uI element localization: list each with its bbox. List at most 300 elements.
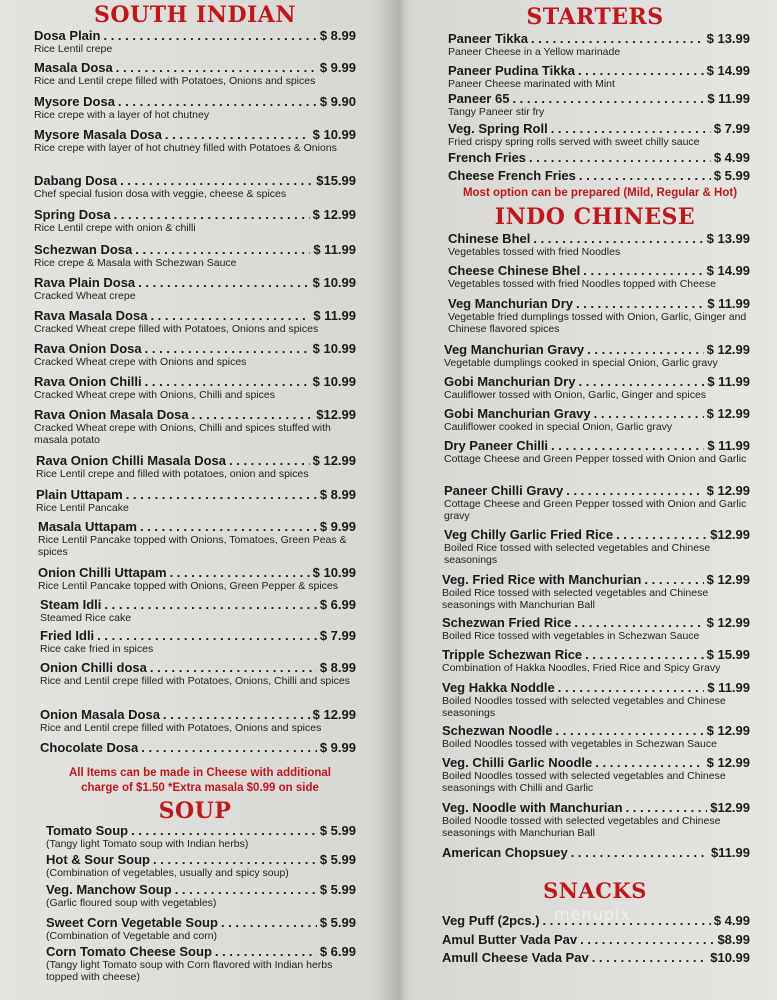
menu-item-row: [46, 823, 356, 838]
menu-item: [40, 707, 356, 734]
menu-item-row: [448, 263, 750, 278]
menu-item-price: $ 6.99: [319, 597, 356, 612]
menu-item-price: $ 5.99: [319, 915, 356, 930]
menu-item-price: $ 9.90: [319, 94, 356, 109]
menu-item-row: [442, 845, 750, 860]
dot-leader: [126, 487, 317, 502]
menu-item-row: [444, 342, 750, 357]
dot-leader: [118, 94, 317, 109]
menu-item-price: $ 12.99: [706, 406, 750, 421]
dot-leader: [512, 91, 704, 106]
menu-item-name: American Chopsuey: [442, 845, 568, 860]
indo-chinese-heading: INDO CHINESE: [494, 204, 696, 230]
menu-item-description: Rice Lentil Pancake topped with Onions, Green Pepper & spices: [38, 580, 339, 592]
menu-item-row: [34, 28, 356, 43]
menu-item-name: Rava Onion Chilli Masala Dosa: [36, 453, 226, 468]
menu-item: [34, 308, 356, 335]
menu-item-description: Boiled Noodles tossed with vegetables in Schezwan Sauce: [442, 738, 717, 750]
dot-leader: [145, 374, 310, 389]
dot-leader: [578, 374, 704, 389]
dot-leader: [104, 597, 316, 612]
dot-leader: [120, 173, 313, 188]
menu-item-name: Amull Cheese Vada Pav: [442, 950, 589, 965]
menu-item-name: Paneer Chilli Gravy: [444, 483, 564, 498]
menu-item-name: Masala Uttapam: [38, 519, 137, 534]
cheese-note: [44, 766, 356, 796]
cheese-note-line-1: All Items can be made in Cheese with additional: [68, 767, 331, 779]
dot-leader: [574, 615, 703, 630]
dot-leader: [644, 572, 703, 587]
menu-item-name: Corn Tomato Cheese Soup: [46, 944, 212, 959]
menu-item-price: $ 11.99: [313, 242, 356, 257]
menu-item-row: [442, 572, 750, 587]
menu-item-price: $ 11.99: [707, 296, 750, 311]
dot-leader: [103, 28, 316, 43]
menu-item-description: Boiled Rice tossed with selected vegetables and Chinese seasonings: [444, 542, 711, 566]
menu-item-description: Boiled Rice tossed with selected vegetables and Chinese seasonings with Manchurian Ball: [442, 587, 709, 611]
menu-item: [448, 91, 750, 118]
menu-item: [448, 31, 750, 58]
menu-item-description: (Garlic floured soup with vegetables): [46, 897, 217, 909]
menu-item: [46, 852, 356, 879]
menu-item-price: $ 9.99: [319, 60, 356, 75]
menu-item-price: $ 8.99: [319, 660, 356, 675]
menu-item-row: [444, 483, 750, 498]
menu-item-row: [34, 275, 356, 290]
menu-item-row: [442, 615, 750, 630]
menu-item-name: Mysore Dosa: [34, 94, 115, 109]
menu-item-price: $ 9.99: [319, 740, 356, 755]
menu-item: [442, 950, 750, 965]
menu-item-name: Dabang Dosa: [34, 173, 118, 188]
menu-item-row: [34, 242, 356, 257]
dot-leader: [150, 660, 317, 675]
menu-item-name: Hot & Sour Soup: [46, 852, 150, 867]
menu-item-price: $ 14.99: [706, 63, 750, 78]
menu-item-name: Spring Dosa: [34, 207, 111, 222]
menu-item-price: $ 12.99: [706, 342, 750, 357]
dot-leader: [529, 150, 711, 165]
menu-item-description: Cracked Wheat crepe: [34, 290, 136, 302]
menu-item-description: Rice cake fried in spices: [40, 643, 154, 655]
menu-item-price: $ 10.99: [312, 275, 356, 290]
menu-item-description: Cottage Cheese and Green Pepper tossed with Onion and Garlic: [444, 453, 747, 465]
menu-item-name: Paneer Tikka: [448, 31, 528, 46]
menu-item-price: $ 8.99: [319, 28, 356, 43]
menu-item-description: Boiled Noodles tossed with selected vegetables and Chinese seasonings: [442, 695, 726, 719]
menu-item-price: $ 10.99: [312, 374, 356, 389]
menu-item: [46, 823, 356, 850]
menu-item-name: Plain Uttapam: [36, 487, 123, 502]
dot-leader: [571, 845, 708, 860]
menu-item: [40, 628, 356, 655]
menu-item: [34, 127, 356, 154]
menu-item: [34, 242, 356, 269]
dot-leader: [594, 406, 704, 421]
menu-item-price: $ 4.99: [713, 150, 750, 165]
menu-item-price: $ 7.99: [319, 628, 356, 643]
menu-item: [442, 615, 750, 642]
menu-item-name: Veg Puff (2pcs.): [442, 913, 540, 928]
menu-item-price: $ 10.99: [312, 565, 356, 580]
dot-leader: [145, 341, 310, 356]
dot-leader: [551, 438, 704, 453]
menu-item-row: [444, 406, 750, 421]
menu-item-name: Rava Onion Masala Dosa: [34, 407, 189, 422]
dot-leader: [141, 740, 317, 755]
dot-leader: [163, 707, 310, 722]
menu-item-row: [34, 60, 356, 75]
menu-item: [448, 121, 750, 148]
dot-leader: [566, 483, 703, 498]
menu-item-price: $ 15.99: [706, 647, 750, 662]
dot-leader: [192, 407, 314, 422]
menu-item-row: [40, 628, 356, 643]
dot-leader: [175, 882, 317, 897]
menu-item-row: [38, 565, 356, 580]
menu-item-name: Veg. Spring Roll: [448, 121, 548, 136]
menu-item-name: Veg Chilly Garlic Fried Rice: [444, 527, 614, 542]
menu-item: [36, 487, 356, 514]
menu-item-price: $ 11.99: [313, 308, 356, 323]
menu-item-price: $ 10.99: [312, 127, 356, 142]
menu-item-name: Schezwan Fried Rice: [442, 615, 572, 630]
menu-item-description: Combination of Hakka Noodles, Fried Rice and Spicy Gravy: [442, 662, 721, 674]
menu-item-price: $ 8.99: [319, 487, 356, 502]
menu-item-row: [444, 374, 750, 389]
menu-item-name: Veg. Fried Rice with Manchurian: [442, 572, 642, 587]
menu-item-description: Cracked Wheat crepe with Onions, Chilli and spices: [34, 389, 276, 401]
menu-item-name: Veg Manchurian Gravy: [444, 342, 585, 357]
menu-item-price: $ 6.99: [319, 944, 356, 959]
dot-leader: [131, 823, 317, 838]
menu-item: [34, 94, 356, 121]
south-indian-heading: SOUTH INDIAN: [93, 2, 296, 28]
menu-item: [442, 800, 750, 839]
menu-item-name: Onion Chilli Uttapam: [38, 565, 167, 580]
starters-heading: STARTERS: [526, 4, 664, 30]
menu-item-name: Tomato Soup: [46, 823, 129, 838]
menu-item-price: $12.99: [710, 527, 750, 542]
menu-item-name: Dry Paneer Chilli: [444, 438, 549, 453]
menu-item-name: Paneer Pudina Tikka: [448, 63, 575, 78]
dot-leader: [170, 565, 310, 580]
menu-item-description: Cracked Wheat crepe with Onions and spices: [34, 356, 247, 368]
menu-item-row: [448, 91, 750, 106]
menu-item: [40, 597, 356, 624]
menu-item: [34, 28, 356, 55]
menu-item-name: Veg. Chilli Garlic Noodle: [442, 755, 593, 770]
menu-item-description: Rice and Lentil crepe filled with Potatoes, Onions and spices: [40, 722, 322, 734]
dot-leader: [140, 519, 317, 534]
menu-item-name: Sweet Corn Vegetable Soup: [46, 915, 218, 930]
watermark: menupix: [554, 905, 631, 924]
menu-item-name: Masala Dosa: [34, 60, 113, 75]
menu-item-description: (Tangy light Tomato soup with Corn flavored with Indian herbs topped with cheese): [46, 959, 333, 983]
menu-item-name: Schezwan Dosa: [34, 242, 133, 257]
menu-item-name: Chinese Bhel: [448, 231, 531, 246]
menu-item-description: Rice crepe with a layer of hot chutney: [34, 109, 210, 121]
soup-heading: SOUP: [158, 798, 232, 824]
menu-item-description: Cottage Cheese and Green Pepper tossed with Onion and Garlic gravy: [444, 498, 747, 522]
dot-leader: [576, 296, 704, 311]
menu-item: [448, 150, 750, 165]
menu-item: [40, 660, 356, 687]
menu-item-description: Rice Lentil crepe with onion & chilli: [34, 222, 196, 234]
dot-leader: [138, 275, 309, 290]
menu-item-name: Onion Chilli dosa: [40, 660, 147, 675]
menu-item-description: (Tangy light Tomato soup with Indian herbs): [46, 838, 249, 850]
menu-item: [36, 453, 356, 480]
menu-item-price: $ 12.99: [312, 453, 356, 468]
menu-item-price: $ 12.99: [706, 615, 750, 630]
menu-item: [442, 723, 750, 750]
menu-item-description: Vegetables tossed with fried Noodles topped with Cheese: [448, 278, 716, 290]
menu-item-name: Veg. Noodle with Manchurian: [442, 800, 623, 815]
dot-leader: [626, 800, 708, 815]
menu-item-row: [34, 407, 356, 422]
menu-item-row: [448, 31, 750, 46]
menu-item-name: Rava Onion Dosa: [34, 341, 142, 356]
dot-leader: [97, 628, 317, 643]
menu-item-description: Vegetables tossed with fried Noodles: [448, 246, 621, 258]
menu-item-price: $ 5.99: [319, 852, 356, 867]
menu-item-price: $8.99: [717, 932, 750, 947]
dot-leader: [592, 950, 708, 965]
menu-item-row: [442, 950, 750, 965]
menu-item: [442, 680, 750, 719]
menu-item-description: Fried crispy spring rolls served with sweet chilly sauce: [448, 136, 700, 148]
menu-item-name: Chocolate Dosa: [40, 740, 139, 755]
menu-item-price: $12.99: [316, 407, 356, 422]
dot-leader: [531, 31, 704, 46]
menu-item: [442, 932, 750, 947]
menu-item-row: [442, 647, 750, 662]
dot-leader: [578, 63, 704, 78]
menu-item-name: Cheese Chinese Bhel: [448, 263, 581, 278]
dot-leader: [616, 527, 707, 542]
dot-leader: [558, 680, 705, 695]
menu-item: [442, 572, 750, 611]
menu-item-description: Rice and Lentil crepe filled with Potatoes, Onions and spices: [34, 75, 316, 87]
menu-item-description: Cracked Wheat crepe filled with Potatoes, Onions and spices: [34, 323, 319, 335]
menu-item-description: Vegetable dumplings cooked in special Onion, Garlic gravy: [444, 357, 718, 369]
menu-item: [442, 845, 750, 860]
menu-item: [448, 263, 750, 290]
dot-leader: [114, 207, 310, 222]
menu-item-price: $ 12.99: [312, 207, 356, 222]
menu-item: [444, 342, 750, 369]
menu-item-name: Paneer 65: [448, 91, 510, 106]
menu-item-description: Paneer Cheese marinated with Mint: [448, 78, 615, 90]
menu-item-row: [448, 150, 750, 165]
menu-item-description: Boiled Noodle tossed with selected vegetables and Chinese seasonings with Manchurian Ball: [442, 815, 721, 839]
dot-leader: [579, 168, 711, 183]
cheese-note-line-2: charge of $1.50 *Extra masala $0.99 on side: [81, 782, 319, 794]
menu-item-row: [34, 127, 356, 142]
menu-item-name: Amul Butter Vada Pav: [442, 932, 578, 947]
menu-item-price: $ 13.99: [706, 231, 750, 246]
dot-leader: [595, 755, 703, 770]
menu-item-price: $10.99: [710, 950, 750, 965]
menu-item-price: $ 12.99: [706, 723, 750, 738]
menu-item-description: Rice Lentil Pancake: [36, 502, 129, 514]
dot-leader: [165, 127, 310, 142]
dot-leader: [556, 723, 704, 738]
menu-item: [34, 275, 356, 302]
menu-item-price: $ 13.99: [706, 31, 750, 46]
menu-item-name: Veg. Manchow Soup: [46, 882, 172, 897]
menu-item-description: Steamed Rice cake: [40, 612, 132, 624]
menu-item-name: Mysore Masala Dosa: [34, 127, 162, 142]
dot-leader: [551, 121, 711, 136]
menu-item-row: [34, 341, 356, 356]
dot-leader: [221, 915, 317, 930]
menu-item-name: Cheese French Fries: [448, 168, 576, 183]
menu-item: [448, 231, 750, 258]
menu-item-row: [34, 374, 356, 389]
menu-item-description: (Combination of Vegetable and corn): [46, 930, 218, 942]
menu-item-price: $ 14.99: [706, 263, 750, 278]
menu-item-description: Cauliflower tossed with Onion, Garlic, Ginger and spices: [444, 389, 707, 401]
menu-item-row: [442, 755, 750, 770]
menu-item-row: [448, 121, 750, 136]
menu-item-description: Rice Lentil crepe and filled with potatoes, onion and spices: [36, 468, 309, 480]
menu-item-name: Tripple Schezwan Rice: [442, 647, 583, 662]
menu-item-row: [34, 173, 356, 188]
menu-item-description: Boiled Rice tossed with vegetables in Schezwan Sauce: [442, 630, 700, 642]
menu-item-description: (Combination of vegetables, usually and spicy soup): [46, 867, 289, 879]
menu-item-price: $ 5.99: [319, 823, 356, 838]
menu-item: [444, 527, 750, 566]
menu-item-price: $15.99: [316, 173, 356, 188]
menu-item-row: [448, 296, 750, 311]
menu-item: [448, 168, 750, 183]
dot-leader: [150, 308, 310, 323]
menu-item-row: [442, 932, 750, 947]
menu-item-price: $12.99: [710, 800, 750, 815]
menu-item: [444, 438, 750, 465]
menu-item: [448, 296, 750, 335]
menu-item-price: $ 11.99: [707, 91, 750, 106]
menu-item-row: [448, 168, 750, 183]
menu-item-price: $ 12.99: [312, 707, 356, 722]
menu-item: [40, 740, 356, 755]
menu-item-row: [46, 944, 356, 959]
menu-item-description: Boiled Noodles tossed with selected vegetables and Chinese seasonings with Chilli and Garlic: [442, 770, 726, 794]
menu-item: [34, 60, 356, 87]
menu-item: [34, 173, 356, 200]
dot-leader: [533, 231, 703, 246]
menu-item-description: Rice crepe with layer of hot chutney filled with Potatoes & Onions: [34, 142, 337, 154]
menu-item-row: [442, 723, 750, 738]
menu-item-price: $11.99: [710, 845, 750, 860]
menu-item-row: [46, 915, 356, 930]
menu-item-name: Veg Hakka Noddle: [442, 680, 555, 695]
menu-item-row: [34, 94, 356, 109]
menu-item-price: $ 9.99: [319, 519, 356, 534]
menu-item-price: $ 7.99: [713, 121, 750, 136]
menu-item: [46, 882, 356, 909]
menu-item-row: [40, 740, 356, 755]
menu-item-price: $ 5.99: [319, 882, 356, 897]
menu-item-name: Dosa Plain: [34, 28, 101, 43]
menu-item: [46, 944, 356, 983]
menu-item-row: [38, 519, 356, 534]
menu-item-row: [444, 438, 750, 453]
menu-item-description: Paneer Cheese in a Yellow marinade: [448, 46, 621, 58]
menu-item-row: [46, 852, 356, 867]
menu-item: [448, 63, 750, 90]
menu-item-description: Rice and Lentil crepe filled with Potatoes, Onions, Chilli and spices: [40, 675, 350, 687]
dot-leader: [583, 263, 703, 278]
dot-leader: [116, 60, 317, 75]
menu-item-price: $ 11.99: [707, 680, 750, 695]
menu-item-name: Gobi Manchurian Gravy: [444, 406, 591, 421]
dot-leader: [580, 932, 714, 947]
menu-item-price: $ 12.99: [706, 755, 750, 770]
menu-item-price: $ 4.99: [713, 913, 750, 928]
menu-item-price: $ 11.99: [707, 374, 750, 389]
menu-item-name: Onion Masala Dosa: [40, 707, 160, 722]
menu-item-name: Veg Manchurian Dry: [448, 296, 573, 311]
menu-item: [442, 647, 750, 674]
spice-level-note: Most option can be prepared (Mild, Regular & Hot): [462, 187, 738, 199]
menu-item-name: Steam Idli: [40, 597, 102, 612]
menu-item: [34, 407, 356, 446]
menu-item: [46, 915, 356, 942]
dot-leader: [229, 453, 310, 468]
menu-item: [444, 483, 750, 522]
menu-item: [444, 406, 750, 433]
menu-item-price: $ 10.99: [312, 341, 356, 356]
menu-item-description: Chef special fusion dosa with veggie, cheese & spices: [34, 188, 287, 200]
menu-item-row: [40, 597, 356, 612]
menu-item: [444, 374, 750, 401]
menu-item-row: [34, 308, 356, 323]
menu-item-row: [442, 800, 750, 815]
dot-leader: [215, 944, 317, 959]
menu-item-price: $ 5.99: [713, 168, 750, 183]
menu-item-description: Vegetable fried dumplings tossed with Onion, Garlic, Ginger and Chinese flavored spices: [448, 311, 747, 335]
menu-item-row: [34, 207, 356, 222]
dot-leader: [135, 242, 310, 257]
menu-item-description: Cauliflower cooked in special Onion, Garlic gravy: [444, 421, 673, 433]
menu-item-description: Rice Lentil Pancake topped with Onions, Tomatoes, Green Peas & spices: [38, 534, 347, 558]
menu-item-name: Schezwan Noodle: [442, 723, 553, 738]
menu-item-price: $ 12.99: [706, 483, 750, 498]
page-fold: [392, 0, 406, 1000]
menu-item-price: $ 11.99: [707, 438, 750, 453]
menu-item-name: French Fries: [448, 150, 527, 165]
dot-leader: [587, 342, 703, 357]
menu-item-description: Tangy Paneer stir fry: [448, 106, 545, 118]
menu-item-name: Rava Masala Dosa: [34, 308, 148, 323]
menu-item: [34, 207, 356, 234]
menu-item-row: [36, 487, 356, 502]
snacks-heading: SNACKS: [543, 878, 647, 903]
menu-item-name: Rava Onion Chilli: [34, 374, 142, 389]
menu-item-row: [444, 527, 750, 542]
menu-item-name: Rava Plain Dosa: [34, 275, 136, 290]
menu-item-price: $ 12.99: [706, 572, 750, 587]
menu-item: [442, 755, 750, 794]
menu-item-description: Cracked Wheat crepe with Onions, Chilli and spices stuffed with masala potato: [34, 422, 331, 446]
menu-item-row: [40, 660, 356, 675]
menu-item: [38, 565, 356, 592]
menu-item-description: Rice Lentil crepe: [34, 43, 113, 55]
menu-item-description: Rice crepe & Masala with Schezwan Sauce: [34, 257, 237, 269]
